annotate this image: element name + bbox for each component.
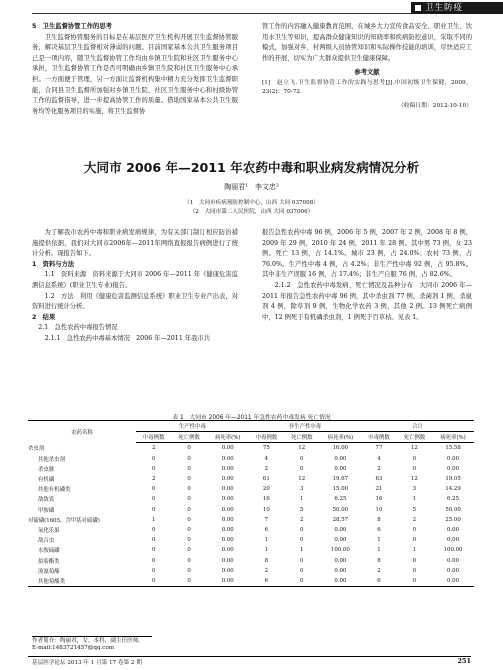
section-2-1-heading: 2.1 急性农药中毒报告情况	[38, 324, 118, 332]
table-cell: 6	[249, 576, 284, 587]
section-2-1-2: 2.1.2 急性农药中毒发病、死亡情况及品种分布 大同市 2006 年—2011 年报告急性农药中毒 96 例，其中杀虫剂 77 例，杀菌剂 1 例，杀鼠剂 4 例，除草剂 9 例，生物化学农药 3 例，其他 2 例。13 例死亡病例中，12 例死于有机磷杀虫剂，1 例死于百草枯。见表 1。	[262, 281, 472, 321]
table-cell: 50.00	[445, 506, 461, 513]
intro-paragraph: 为了解我市农药中毒和职业病发病规律，为有关部门制订相应防治措施提供依据，我们对大同市2006年—2011年网络直报报告病例进行了统计分析。现报告如下。	[32, 229, 238, 258]
results-paragraph: 报告急性农药中毒 96 例，2006 年 5 例，2007 年 2 例，2008 年 8 例，2009 年 29 例，2010 年 24 例，2011 年 28 例。其中男 73 例，女 23 例。死亡 13 例，占 14.1%。城市 23 例，占 24.0%；农村 73 例，占 76.0%。生产性中毒 4 例，占 4.2%；非生产性中毒 92 例，占 95.8%。其中非生产误服 16 例，占 17.4%；非生产自服 76 例，占 82.6%。	[262, 229, 472, 279]
table-cell: 0.00	[221, 557, 234, 564]
page-number: 251	[457, 657, 471, 665]
table-cell: 5	[412, 506, 417, 513]
sub-header-cell: 中毒例数	[249, 432, 284, 443]
table-row	[28, 474, 474, 484]
table-row	[28, 576, 474, 587]
table-cell: 0.00	[221, 567, 234, 574]
table-cell: 0	[151, 496, 156, 503]
table-cell: 0.00	[447, 537, 460, 544]
sub-header-cell: 死亡例数	[171, 432, 206, 443]
journal-header	[0, 0, 503, 16]
table-cell: 8	[264, 557, 269, 564]
group-header-occupational: 生产性中毒	[136, 421, 249, 432]
table-cell: 4	[377, 455, 381, 462]
author-note: 作者简介：陶丽君，女，本科，副主任医师。	[32, 638, 144, 644]
table-cell: 0.00	[221, 445, 234, 452]
footer-rule	[28, 656, 471, 657]
table-cell: 0.00	[319, 576, 361, 587]
reference-1: [1] 赵立飞.卫生监督协管工作的实践与思考[J].中国初级卫生保健，2009，23(2)：70-72.	[262, 79, 472, 95]
table-cell: 0	[151, 537, 156, 544]
pesticide-poisoning-table	[28, 420, 474, 587]
table-cell: 19.67	[332, 476, 349, 483]
pesticide-name-cell: 有机磷	[38, 477, 55, 484]
section-1-1: 1.1 资料来源 资料来源于大同市 2006 年—2011 年《健康危害监测信息系统》(职业卫生专业)报告。	[32, 271, 238, 289]
table-cell: 6	[264, 526, 269, 533]
table-cell: 1	[377, 547, 381, 554]
prev-left-paragraph: 卫生监督协管服务的目标是在基层医疗卫生机构开展卫生监督协管服务，解决基层卫生监督相对薄弱的问题。目前国家基本公共卫生服务项目已是一项内容，随卫生监督协管工作均由乡镇卫生院和社区卫生服务中心承担，卫生监督协管工作是否可明确由乡镇卫生院和社区卫生服务中心承担。一方面便于管理，另一方面让监督机构集中精力充分发挥卫生监督职能，合同县卫生监督所加强对乡镇卫生院、社区卫生服务中心和村级协管工作的监督指导，进一步提高协管工作的质量。借助国家基本公共卫生服务均等化服务项目的实施，将卫生监督协	[32, 33, 238, 115]
table-row	[28, 566, 474, 576]
table-cell: 0.00	[221, 547, 234, 554]
table-cell: 3	[300, 486, 304, 493]
table-cell: 8	[377, 516, 381, 523]
table-cell: 0	[397, 576, 432, 587]
table-cell: 25.00	[445, 516, 461, 523]
table-cell: 0.00	[221, 506, 234, 513]
table-cell: 0.00	[221, 516, 234, 523]
section-1-heading: 1 资料与方法	[32, 260, 75, 268]
table-cell: 4	[264, 455, 269, 462]
table-cell: 0.00	[432, 576, 474, 587]
table-cell: 100.00	[330, 547, 350, 554]
table-cell: 0	[412, 465, 417, 472]
table-cell: 0	[187, 557, 191, 564]
table-row	[28, 555, 474, 565]
pesticide-name-cell: 甲胺磷	[38, 507, 55, 514]
table-row	[28, 494, 474, 504]
table-cell: 0	[151, 557, 156, 564]
table-cell: 0	[187, 486, 191, 493]
name-column-header: 农药名称	[28, 421, 136, 443]
table-cell: 5	[300, 506, 304, 513]
table-cell: 0	[300, 455, 304, 462]
article-right-column	[262, 228, 472, 323]
table-body	[28, 443, 474, 587]
table-cell: 2	[377, 465, 381, 472]
table-cell: 7	[264, 516, 269, 523]
table-cell: 2	[300, 516, 304, 523]
pesticide-name-cell: 敌敌畏	[38, 497, 55, 504]
table-cell: 19.05	[445, 476, 461, 483]
table-cell: 0	[151, 547, 156, 554]
table-cell: 15.58	[445, 445, 461, 452]
table-cell: 0	[187, 516, 191, 523]
table-cell: 0.00	[221, 455, 234, 462]
table-cell: 0	[187, 465, 191, 472]
table-cell: 10	[262, 506, 270, 513]
article-left-column	[32, 228, 238, 345]
table-cell: 75	[262, 445, 270, 452]
sub-header-cell: 中毒例数	[361, 432, 396, 443]
table-cell: 0.00	[334, 455, 347, 462]
header-rule	[32, 13, 411, 14]
table-cell: 0.00	[334, 526, 347, 533]
table-cell: 2	[151, 445, 156, 452]
table-cell: 0.00	[221, 476, 234, 483]
pesticide-name-cell: 对硫磷(1605，含甲基对硫磷)	[28, 517, 100, 524]
pesticide-name-cell: 杀虫脒	[38, 466, 55, 473]
table-cell: 12	[410, 476, 418, 483]
table-cell: 12	[298, 476, 306, 483]
table-cell: 50.00	[332, 506, 349, 513]
table-cell: 1	[264, 547, 269, 554]
table-cell: 0.00	[207, 576, 249, 587]
table-row	[28, 484, 474, 494]
table-cell: 0	[187, 547, 191, 554]
table-row	[28, 454, 474, 464]
article-title: 大同市 2006 年—2011 年农药中毒和职业病发病情况分析	[83, 160, 420, 175]
table-cell: 6.25	[334, 496, 347, 503]
table-row	[28, 443, 474, 454]
table-cell: 2	[412, 516, 417, 523]
affiliation-1: （1 大同市疾病预防控制中心，山西 大同 037008）	[184, 200, 319, 206]
table-cell: 0	[300, 537, 304, 544]
section-2-1-1: 2.1.1 急性农药中毒基本情况 2006 年—2011 年我市共	[44, 334, 211, 342]
table-cell: 0.00	[221, 465, 234, 472]
table-cell: 100.00	[443, 547, 463, 554]
table-cell: 1	[151, 516, 156, 523]
author-footnote	[32, 638, 144, 653]
received-date: （收稿日期：2012-10-10）	[397, 102, 472, 109]
table-cell: 10	[375, 506, 383, 513]
table-cell: 0	[171, 576, 206, 587]
table-cell: 1	[377, 537, 381, 544]
table-row	[28, 515, 474, 525]
table-cell: 0	[187, 506, 191, 513]
table-cell: 1	[300, 547, 304, 554]
table-cell: 16	[375, 496, 383, 503]
table-cell: 8	[377, 557, 381, 564]
table-cell: 2	[377, 567, 381, 574]
table-cell: 0	[300, 557, 304, 564]
table-cell: 0	[151, 465, 156, 472]
pesticide-name-cell: 溴氰菊酯	[38, 568, 60, 575]
table-cell: 0	[151, 567, 156, 574]
table-cell: 0	[412, 567, 417, 574]
sub-header-cell: 死亡例数	[284, 432, 319, 443]
table-cell: 2	[264, 567, 269, 574]
table-row	[28, 535, 474, 545]
group-header-non-occupational: 非生产性中毒	[249, 421, 362, 432]
sub-header-cell: 病死率(%)	[207, 432, 249, 443]
table-cell: 0.00	[334, 557, 347, 564]
table-cell: 14.29	[445, 486, 461, 493]
table-row	[28, 525, 474, 535]
table-cell: 12	[410, 445, 418, 452]
table-cell: 28.57	[332, 516, 349, 523]
table-cell: 0	[187, 455, 191, 462]
table-cell: 1	[264, 537, 269, 544]
table-row	[28, 545, 474, 555]
table-cell: 2	[151, 476, 156, 483]
table-cell: 6.25	[447, 496, 460, 503]
table-cell: 1	[412, 547, 417, 554]
table-cell: 20	[262, 486, 270, 493]
table-cell: 0	[284, 576, 319, 587]
table-cell: 0	[136, 576, 171, 587]
sub-header-cell: 死亡例数	[397, 432, 432, 443]
table-row	[28, 505, 474, 515]
sub-header-cell: 病死率(%)	[432, 432, 474, 443]
section-1-2: 1.2 方法 利用《健康危害监测信息系统》职业卫生专业产出表，对资料进行统计分析。	[32, 292, 238, 311]
table-cell: 0.00	[221, 537, 234, 544]
table-cell: 0.00	[447, 455, 460, 462]
prev-article-left-column	[32, 22, 238, 117]
table-cell: 63	[375, 476, 383, 483]
table-cell: 0	[151, 526, 156, 533]
table-caption: 表 1 大同市 2006 年—2011 年急性农药中毒发病 死亡情况	[172, 415, 331, 421]
prev-article-right-column	[262, 22, 472, 112]
pesticide-name-cell: 其他有机磷类	[38, 487, 71, 494]
table-cell: 0	[412, 455, 417, 462]
section-2-heading: 2 结果	[32, 313, 56, 321]
table-cell: 0	[300, 465, 304, 472]
table-cell: 16	[262, 496, 270, 503]
table-cell: 0	[412, 557, 417, 564]
pesticide-name-cell: 水胺硫磷	[38, 548, 60, 555]
prev-right-paragraph: 管工作的内容融入健康教育范围，在城乡大力宣传食品安全、职业卫生、饮用水卫生等知识，提高群众健康知识的知晓率和疾病防控意识，采取不同的模式，加强对乡、村两级人员协管知识和实际操作技能的培训，尽快适应工作的开展，切实为广大群众提供卫生健康保障。	[262, 23, 472, 62]
table-group-header-row	[28, 421, 474, 432]
table-cell: 0	[300, 567, 304, 574]
table-cell: 16.00	[332, 445, 349, 452]
table-cell: 6	[361, 576, 396, 587]
journal-section-band: 卫生防疫	[411, 2, 503, 14]
table-cell: 1	[412, 496, 417, 503]
sub-header-cell: 中毒例数	[136, 432, 171, 443]
group-header-total: 合计	[361, 421, 474, 432]
author-email: E-mail:1483721457@qq.com	[32, 645, 115, 652]
table-cell: 0.00	[334, 567, 347, 574]
table-cell: 1	[300, 496, 304, 503]
table-cell: 21	[375, 486, 383, 493]
table-cell: 0	[187, 445, 191, 452]
table-row	[28, 464, 474, 474]
sub-header-cell: 病死率(%)	[319, 432, 361, 443]
references-heading: 参考文献	[354, 69, 380, 77]
table-cell: 61	[262, 476, 270, 483]
affiliation-2: （2 大同市第二人民医院，山西 大同 037006）	[189, 209, 314, 215]
table-cell: 0.00	[221, 526, 234, 533]
pesticide-name-cell: 其他杀虫剂	[38, 456, 65, 463]
table-cell: 0.00	[221, 496, 234, 503]
table-cell: 0	[187, 567, 191, 574]
table-cell: 0.00	[447, 557, 460, 564]
table-cell: 3	[412, 486, 417, 493]
table-cell: 0	[187, 496, 191, 503]
journal-citation: 基层医学论坛 2013 年 1 月第 17 卷第 2 期	[32, 660, 142, 666]
footnote-rule	[32, 636, 152, 637]
table-cell: 6	[377, 526, 381, 533]
prev-section-heading: 5 卫生监督协管工作的思考	[32, 23, 112, 30]
table-cell: 0.00	[221, 486, 234, 493]
pesticide-name-cell: 氧化乐果	[38, 527, 60, 534]
table-cell: 2	[264, 465, 269, 472]
table-cell: 0	[300, 526, 304, 533]
table-cell: 0	[151, 486, 156, 493]
pesticide-name-cell: 敌百虫	[38, 538, 55, 545]
table-cell: 0	[151, 455, 156, 462]
table-cell: 0	[412, 526, 417, 533]
pesticide-name-cell: 杀虫剂	[28, 446, 45, 453]
table-cell: 0.00	[334, 537, 347, 544]
table-cell: 0.00	[447, 526, 460, 533]
table-cell: 0	[187, 526, 191, 533]
pesticide-name-cell: 拟菊酯类	[38, 558, 60, 565]
table-cell: 12	[298, 445, 306, 452]
table-cell: 0.00	[447, 567, 460, 574]
table-cell: 0	[412, 537, 417, 544]
table-cell: 0.00	[334, 465, 347, 472]
article-authors: 陶丽君¹ 李文忠²	[224, 183, 279, 191]
table-cell: 0.00	[447, 465, 460, 472]
table-cell: 77	[375, 445, 383, 452]
table-cell: 0	[151, 506, 156, 513]
table-cell: 15.00	[332, 486, 349, 493]
pesticide-name-cell: 其他菊酯类	[28, 576, 136, 587]
table-cell: 0	[187, 537, 191, 544]
table-cell: 0	[187, 476, 191, 483]
